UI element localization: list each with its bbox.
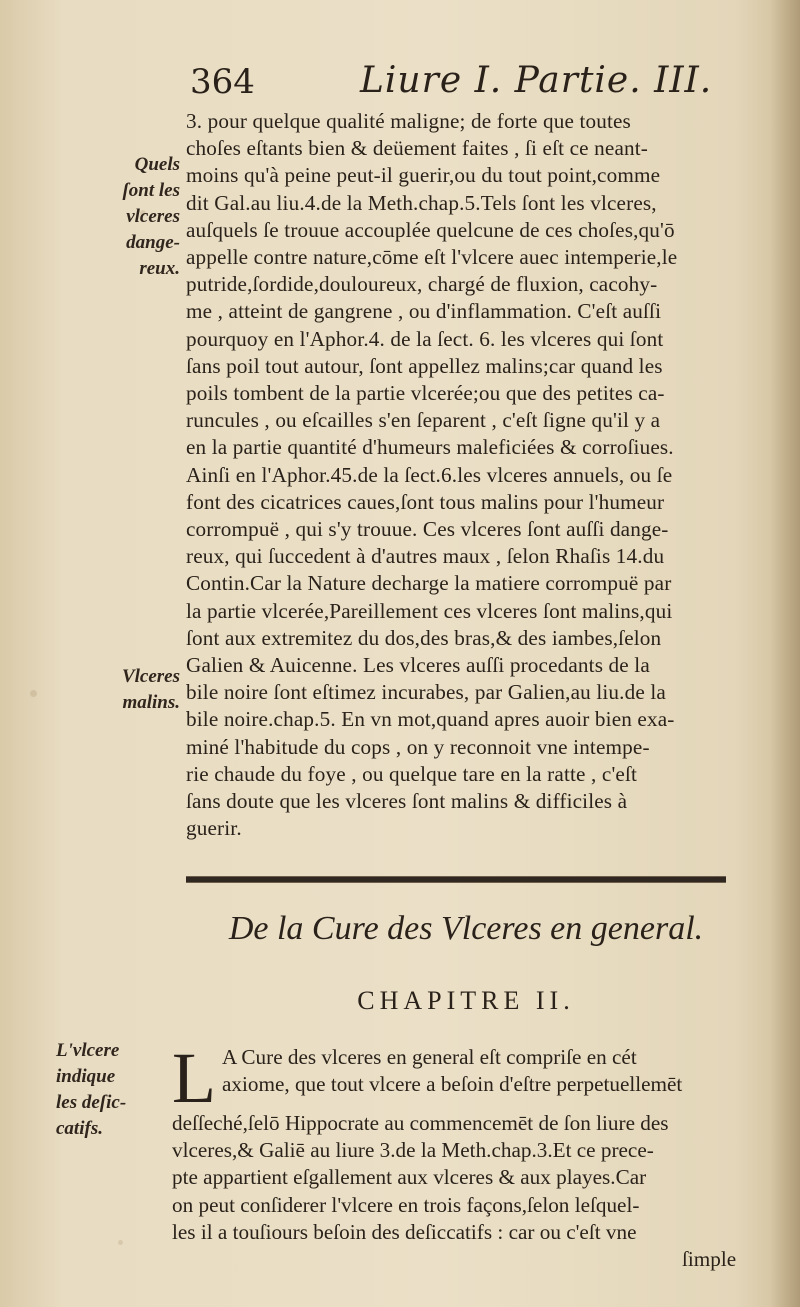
text-line: miné l'habitude du cops , on y reconnoit vne intempe-: [186, 734, 650, 759]
text-line: dit Gal.au liu.4.de la Meth.chap.5.Tels ſont les vlceres,: [186, 190, 657, 215]
text-line: ſont aux extremitez du dos,des bras,& des iambes,ſelon: [186, 625, 662, 650]
margin-line: vlceres: [126, 206, 180, 227]
text-line: A Cure des vlceres en general eſt compriſe en cét: [221, 1045, 637, 1069]
text-line: putride,ſordide,douloureux, chargé de fluxion, cacohy-: [186, 272, 658, 297]
text-line: axiome, que tout vlcere a beſoin d'eſtre perpetuellemēt: [221, 1072, 683, 1097]
catchword: ſimple: [682, 1247, 737, 1272]
running-title: Liure I. Partie. III.: [360, 60, 713, 101]
text-line: Galien & Auicenne. Les vlceres auſſi procedants de la: [186, 653, 650, 678]
text-line: pte appartient eſgallement aux vlceres & aux playes.Car: [172, 1165, 647, 1190]
text-line: reux, qui ſuccedent à d'autres maux , ſelon Rhaſis 14.du: [186, 544, 665, 569]
text-line: Contin.Car la Nature decharge la matiere corrompuë par: [186, 571, 672, 596]
margin-note-desiccatives: [56, 1038, 148, 1142]
text-line: poils tombent de la partie vlcerée;ou que des petites ca-: [186, 381, 665, 406]
text-line: 3. pour quelque qualité maligne; de forte que toutes: [186, 109, 631, 133]
text-line: Ainſi en l'Aphor.45.de la ſect.6.les vlceres annuels, ou ſe: [186, 462, 673, 487]
chapter-heading: [186, 986, 746, 1016]
text-line: la partie vlcerée,Pareillement ces vlceres ſont malins,qui: [186, 598, 673, 623]
chapter-body: [172, 1038, 762, 1273]
section-title: De la Cure des Vlceres en general.: [228, 910, 704, 947]
margin-line: malins.: [122, 692, 180, 713]
text-line: deſſeché,ſelō Hippocrate au commencemēt de ſon liure des: [172, 1111, 669, 1135]
body-text: [186, 108, 766, 842]
page-edge-shadow: [770, 0, 800, 1307]
section-divider: [186, 876, 726, 883]
page-number: 364: [190, 62, 255, 102]
text-line: appelle contre nature,cōme eſt l'vlcere auec intemperie,le: [186, 245, 678, 270]
margin-line: dange-: [126, 232, 180, 253]
paper-spot: [118, 1240, 123, 1245]
paper-spot: [30, 690, 37, 697]
margin-line: Quels: [134, 154, 180, 175]
drop-cap: L: [172, 1038, 216, 1118]
margin-note-dangerous-ulcers: [58, 152, 180, 282]
text-line: vlceres,& Galiē au liure 3.de la Meth.chap.3.Et ce prece-: [172, 1138, 654, 1163]
margin-line: L'vlcere: [56, 1040, 120, 1061]
text-line: choſes eſtants bien & deüement faites , ſi eſt ce neant-: [186, 136, 648, 161]
text-line: les il a touſiours beſoin des deſiccatifs : car ou c'eſt vne: [172, 1219, 637, 1244]
text-line: pourquoy en l'Aphor.4. de la ſect. 6. les vlceres qui ſont: [186, 326, 664, 351]
text-line: runcules , ou eſcailles s'en ſeparent , c'eſt ſigne qu'il y a: [186, 408, 661, 433]
margin-note-malignant-ulcers: [58, 664, 180, 716]
text-line: bile noire.chap.5. En vn mot,quand apres auoir bien exa-: [186, 707, 675, 732]
margin-line: ſont les: [122, 180, 180, 201]
margin-line: reux.: [139, 258, 180, 279]
text-line: guerir.: [186, 816, 242, 841]
text-line: on peut conſiderer l'vlcere en trois façons,ſelon leſquel-: [172, 1192, 640, 1217]
text-line: en la partie quantité d'humeurs maleficiées & corroſiues.: [186, 435, 674, 460]
text-line: me , atteint de gangrene , ou d'inflammation. C'eſt auſſi: [186, 299, 662, 324]
margin-line: indique: [56, 1066, 116, 1087]
chapter-label: CHAPITRE: [357, 986, 525, 1015]
margin-line: les deſic-: [56, 1092, 127, 1113]
margin-line: catifs.: [56, 1118, 103, 1139]
text-line: font des cicatrices caues,ſont tous malins pour l'humeur: [186, 489, 665, 514]
text-line: auſquels ſe trouue accouplée quelcune de ces choſes,qu'ō: [186, 217, 675, 242]
text-line: ſans poil tout autour, ſont appellez malins;car quand les: [186, 353, 663, 378]
chapter-number: II.: [535, 986, 575, 1015]
text-line: bile noire ſont eſtimez incurabes, par Galien,au liu.de la: [186, 680, 666, 705]
text-line: ſans doute que les vlceres ſont malins & difficiles à: [186, 789, 628, 814]
margin-line: Vlceres: [121, 666, 180, 687]
text-line: moins qu'à peine peut-il guerir,ou du tout point,comme: [186, 163, 661, 188]
page-header: [190, 58, 750, 106]
text-line: rie chaude du foye , ou quelque tare en la ratte , c'eſt: [186, 761, 638, 786]
text-line: corrompuë , qui s'y trouue. Ces vlceres ſont auſſi dange-: [186, 517, 669, 542]
